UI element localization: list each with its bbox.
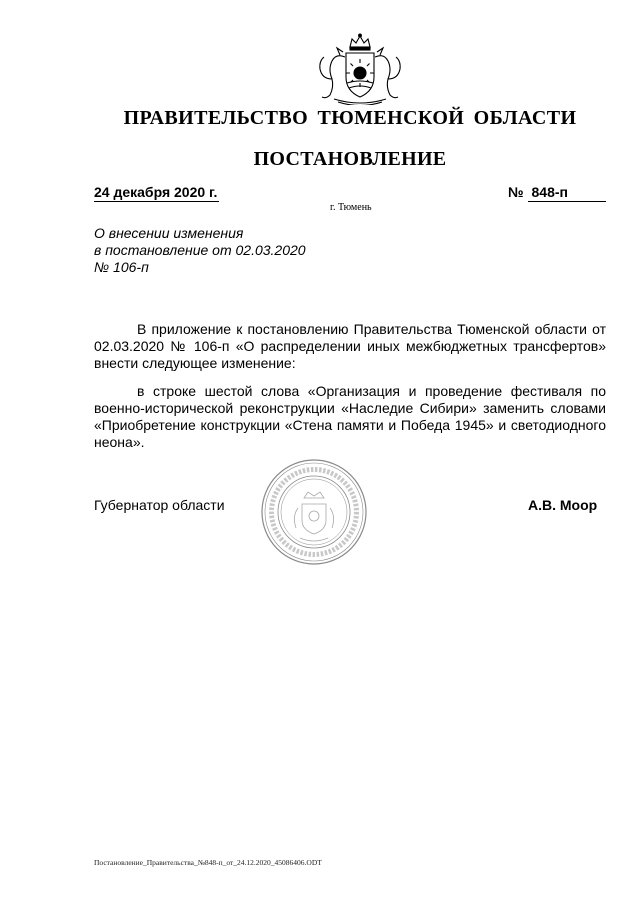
document-body xyxy=(94,321,606,451)
document-type: ПОСТАНОВЛЕНИЕ xyxy=(253,148,447,170)
signer-name: А.В. Моор xyxy=(528,497,598,513)
signer-role: Губернатор области xyxy=(94,497,225,513)
document-subject xyxy=(94,225,306,276)
number-value: 848-п xyxy=(528,184,606,202)
subject-line: № 106-п xyxy=(94,259,149,275)
footer-file-id: Постановление_Правительства_№848-п_от_24.12.2020_45086406.ODT xyxy=(94,858,322,867)
coat-of-arms-icon xyxy=(316,33,404,105)
number-prefix: № xyxy=(508,184,524,200)
subject-line: в постановление от 02.03.2020 xyxy=(94,242,306,258)
document-date: 24 декабря 2020 г. xyxy=(94,184,218,200)
subject-line: О внесении изменения xyxy=(94,225,244,241)
document-number xyxy=(508,184,606,202)
body-paragraph: В приложение к постановлению Правительства Тюменской области от 02.03.2020 № 106-п «О распределении иных межбюджетных трансфертов» внести следующее изменение: xyxy=(94,321,606,371)
body-paragraph: в строке шестой слова «Организация и проведение фестиваля по военно-исторической реконструкции «Наследие Сибири» заменить словами «Приобретение конструкции «Стена памяти и Победа 1945» и светодиодного неона». xyxy=(94,383,606,450)
city: г. Тюмень xyxy=(330,202,372,213)
government-title: ПРАВИТЕЛЬСТВО ТЮМЕНСКОЙ ОБЛАСТИ xyxy=(123,107,577,129)
official-seal-icon xyxy=(260,458,368,566)
